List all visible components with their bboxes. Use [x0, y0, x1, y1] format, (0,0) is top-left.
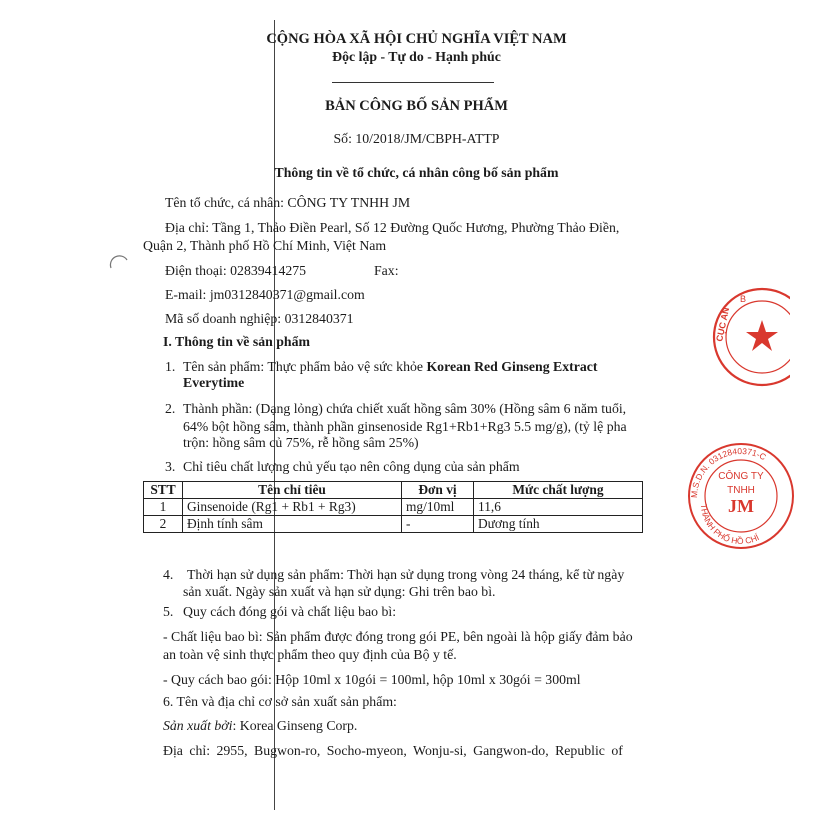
org-address-line2: Quận 2, Thành phố Hồ Chí Minh, Việt Nam — [143, 238, 387, 253]
item2-num: 2. — [165, 401, 176, 416]
seal-text-top: B — [740, 294, 747, 304]
maker-label: Sản xuất bởi — [163, 718, 233, 733]
item3-text: Chỉ tiêu chất lượng chủ yếu tạo nên công dụng của sản phẩm — [183, 459, 520, 474]
item2-line1: Thành phần: (Dạng lỏng) chứa chiết xuất hồng sâm 30% (Hồng sâm 6 năm tuổi, — [183, 401, 627, 416]
product-name: Korean Red Ginseng Extract — [426, 359, 598, 374]
maker-name: : Korea Ginseng Corp. — [232, 718, 358, 733]
header-divider — [332, 82, 494, 83]
org-address-label: Địa chỉ: — [165, 220, 210, 235]
company-stamp — [683, 438, 795, 550]
item1-line1 — [183, 358, 597, 376]
item5-text: Quy cách đóng gói và chất liệu bao bì: — [183, 604, 397, 619]
phone-label: Điện thoại: — [165, 263, 227, 278]
item2-line2: 64% bột hồng sâm, thành phần ginsenoside Rg1+Rb1+Rg3 5.5 mg/g), (tỷ lệ pha — [183, 419, 627, 434]
org-section-title: Thông tin về tổ chức, cá nhân công bố sản phẩm — [274, 165, 559, 180]
punch-hole-mark — [108, 252, 130, 274]
tax-value: 0312840371 — [284, 311, 354, 326]
document-title: BẢN CÔNG BỐ SẢN PHẨM — [325, 98, 508, 114]
maker-address: Địa chỉ: 2955, Bugwon-ro, Socho-myeon, Wonju-si, Gangwon-do, Republic of — [163, 743, 623, 758]
item1-label: Tên sản phẩm: Thực phẩm bảo vệ sức khỏe — [183, 359, 423, 374]
cell-unit: - — [402, 516, 474, 533]
org-name-line — [165, 194, 410, 212]
org-email-line — [165, 286, 365, 304]
item4-line1: Thời hạn sử dụng sản phẩm: Thời hạn sử dụng trong vòng 24 tháng, kể từ ngày — [187, 567, 625, 582]
table-header-row — [144, 482, 643, 499]
quality-table — [143, 481, 643, 533]
cell-indicator: Định tính sâm — [183, 516, 402, 533]
product-section-title: I. Thông tin về sản phẩm — [163, 334, 310, 349]
seal-text-side: CỤC AN — [714, 306, 732, 343]
table-row — [144, 499, 643, 516]
item5-num: 5. — [163, 604, 174, 619]
fax-label: Fax: — [374, 263, 399, 278]
email-label: E-mail: — [165, 287, 207, 302]
phone-value: 02839414275 — [230, 263, 307, 278]
official-seal — [700, 282, 790, 392]
item4-num: 4. — [163, 567, 174, 582]
product-name-cont: Everytime — [183, 375, 245, 390]
email-value: jm0312840371@gmail.com — [209, 287, 365, 302]
cell-level: Dương tính — [474, 516, 643, 533]
stamp-ring-bottom: THÀNH PHỐ HỒ CHÍ — [698, 503, 761, 547]
stamp-line2: TNHH — [727, 485, 755, 496]
material-line2: an toàn vệ sinh thực phẩm theo quy định của Bộ y tế. — [163, 647, 457, 662]
stamp-line3: JM — [728, 496, 754, 516]
item6-text: 6. Tên và địa chỉ cơ sở sản xuất sản phẩm: — [163, 694, 397, 709]
item1-num: 1. — [165, 359, 176, 374]
org-tax-line — [165, 310, 354, 328]
cell-unit: mg/10ml — [402, 499, 474, 516]
org-address: Tầng 1, Thảo Điền Pearl, Số 12 Đường Quốc Hương, Phường Thảo Điền, — [212, 220, 620, 235]
pack-spec: - Quy cách bao gói: Hộp 10ml x 10gói = 100ml, hộp 10ml x 30gói = 300ml — [163, 672, 581, 687]
maker-line — [163, 717, 357, 735]
motto: Độc lập - Tự do - Hạnh phúc — [332, 49, 501, 64]
document-number: Số: 10/2018/JM/CBPH-ATTP — [333, 131, 500, 146]
org-name-label: Tên tổ chức, cá nhân: — [165, 195, 284, 210]
cell-stt: 1 — [144, 499, 183, 516]
org-phone-line — [165, 262, 306, 280]
material-line1: - Chất liệu bao bì: Sản phẩm được đóng trong gói PE, bên ngoài là hộp giấy đảm bảo — [163, 629, 633, 644]
col-stt: STT — [144, 482, 183, 499]
cell-stt: 2 — [144, 516, 183, 533]
cell-indicator: Ginsenoide (Rg1 + Rb1 + Rg3) — [183, 499, 402, 516]
star-icon — [746, 320, 778, 351]
item2-line3: trộn: hồng sâm củ 75%, rễ hồng sâm 25%) — [183, 435, 419, 450]
table-row — [144, 516, 643, 533]
col-level: Mức chất lượng — [474, 482, 643, 499]
country-heading: CỘNG HÒA XÃ HỘI CHỦ NGHĨA VIỆT NAM — [266, 31, 567, 47]
stamp-line1: CÔNG TY — [718, 471, 764, 482]
item4-line2: sản xuất. Ngày sản xuất và hạn sử dụng: Ghi trên bao bì. — [183, 584, 496, 599]
col-unit: Đơn vị — [402, 482, 474, 499]
item3-num: 3. — [165, 459, 176, 474]
org-address-line1 — [165, 219, 619, 237]
org-name: CÔNG TY TNHH JM — [287, 195, 411, 210]
col-indicator: Tên chỉ tiêu — [183, 482, 402, 499]
tax-label: Mã số doanh nghiệp: — [165, 311, 282, 326]
stamp-ring-top: M.S.D.N. 0312840371-C — [688, 445, 768, 499]
cell-level: 11,6 — [474, 499, 643, 516]
